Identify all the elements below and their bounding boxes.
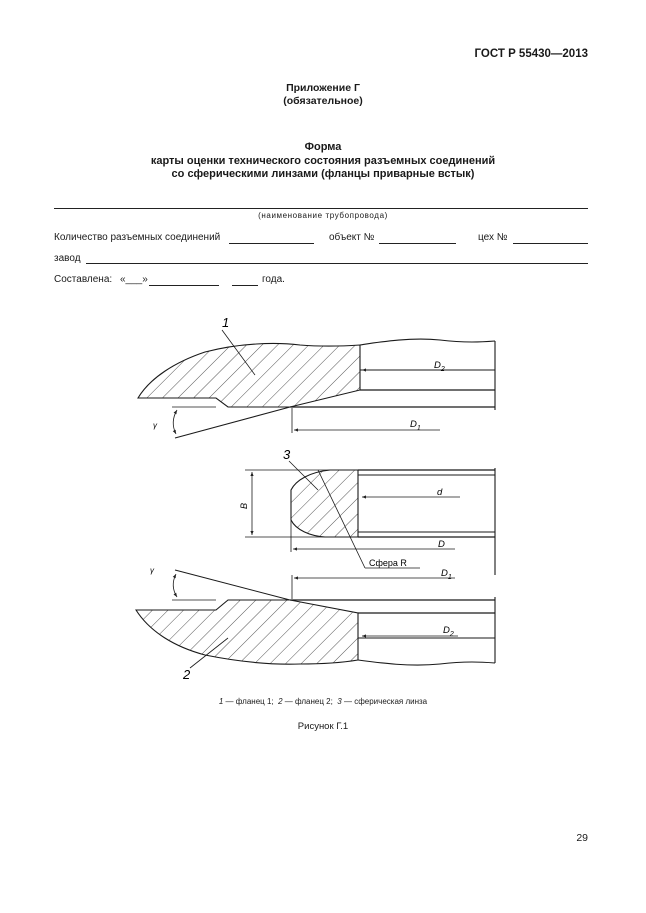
flange-2-gamma-arc bbox=[173, 574, 177, 597]
label-flange-2: 2 bbox=[183, 667, 191, 682]
label-d-big: D bbox=[438, 539, 445, 550]
legend-text-1: — фланец 1; bbox=[223, 697, 279, 706]
legend-text-2: — фланец 2; bbox=[282, 697, 338, 706]
document-code: ГОСТ Р 55430—2013 bbox=[474, 48, 588, 60]
flange-2-outer-contour bbox=[358, 660, 495, 665]
figure-legend bbox=[0, 697, 646, 706]
form-title-line3: со сферическими линзами (фланцы приварные встык) bbox=[171, 168, 475, 180]
compiled-label: Составлена: bbox=[54, 274, 113, 285]
connections-count-label: Количество разъемных соединений bbox=[54, 232, 221, 243]
label-d2-bottom: $D_2$ bbox=[443, 625, 454, 638]
appendix-status: (обязательное) bbox=[283, 95, 363, 107]
label-sphere: Сфера R bbox=[369, 558, 407, 568]
label-d2-top: $D_2$ bbox=[434, 360, 445, 373]
flange-1 bbox=[138, 330, 495, 438]
plant-label: завод bbox=[54, 253, 81, 264]
flange-2 bbox=[136, 570, 495, 668]
flange-2-body bbox=[136, 600, 358, 664]
label-lens: 3 bbox=[283, 447, 291, 462]
flange-1-gamma-line bbox=[175, 407, 290, 438]
flange-1-gamma-arc bbox=[173, 410, 177, 434]
legend-num-1: 1 bbox=[218, 697, 224, 706]
label-d1-top: $D_1$ bbox=[410, 419, 421, 432]
compiled-day: «___» bbox=[120, 274, 148, 285]
figure-caption: Рисунок Г.1 bbox=[297, 721, 349, 732]
appendix-title: Приложение Г bbox=[286, 82, 360, 94]
compiled-year-suffix: года. bbox=[262, 274, 285, 285]
legend-num-2: 2 bbox=[278, 697, 283, 706]
label-flange-1: 1 bbox=[222, 315, 230, 330]
label-gamma-bottom: γ bbox=[150, 566, 154, 575]
legend-text-3: — сферическая линза bbox=[341, 697, 428, 706]
label-b: B bbox=[239, 502, 249, 510]
label-d-small: d bbox=[437, 487, 443, 498]
form-title-line1: Форма bbox=[304, 141, 342, 153]
object-number-label: объект № bbox=[329, 232, 375, 243]
shop-number-label: цех № bbox=[478, 232, 508, 243]
legend-num-3: 3 bbox=[337, 697, 342, 706]
flange-1-body bbox=[138, 343, 360, 407]
label-d1-bottom: $D_1$ bbox=[441, 568, 452, 581]
flange-2-gamma-line bbox=[175, 570, 290, 600]
flange-1-outer-contour bbox=[360, 339, 495, 345]
page-number: 29 bbox=[576, 832, 588, 844]
form-title-line2: карты оценки технического состояния разъемных соединений bbox=[150, 154, 496, 167]
lens-body bbox=[291, 470, 358, 537]
pipeline-name-hint: (наименование трубопровода) bbox=[258, 211, 388, 220]
label-gamma-top: γ bbox=[153, 421, 157, 430]
